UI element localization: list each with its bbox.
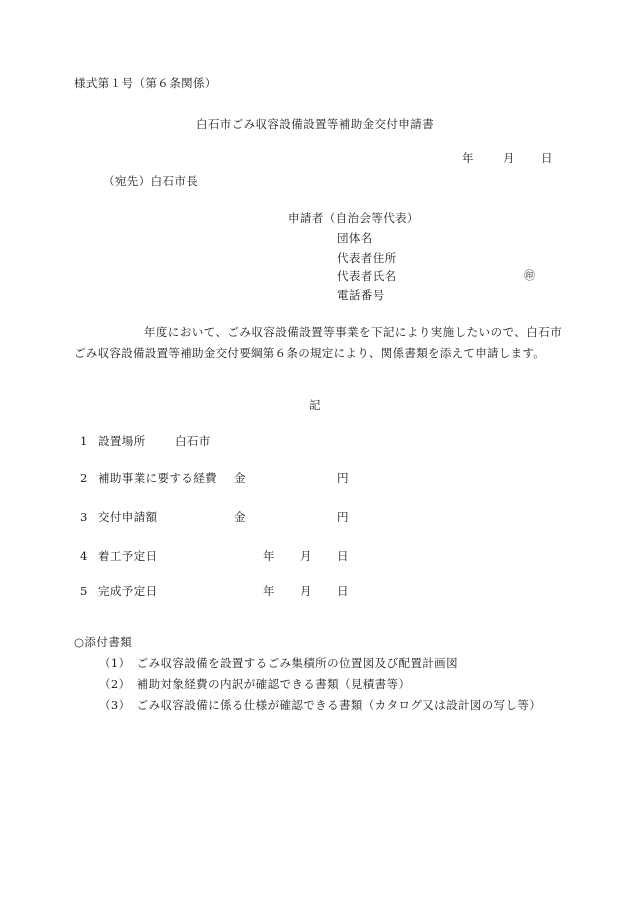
item-2-number: 2 — [80, 471, 88, 485]
seal-stamp-icon: ㊞ — [524, 269, 536, 282]
item-1-label: 設置場所 — [98, 434, 146, 448]
item-4-label: 着工予定日 — [98, 549, 158, 563]
document-title: 白石市ごみ収容設備設置等補助金交付申請書 — [196, 117, 434, 131]
item-4-year-label: 年 — [263, 549, 275, 563]
item-3-number: 3 — [80, 510, 88, 524]
item-3-amount-prefix: 金 — [234, 510, 246, 524]
item-5-day-label: 日 — [337, 584, 349, 598]
attachment-item-2: （2） 補助対象経費の内訳が確認できる書類（見積書等） — [99, 677, 411, 691]
item-4-number: 4 — [80, 549, 88, 563]
header-date-month-label: 月 — [503, 151, 515, 165]
item-1-value: 白石市 — [175, 434, 211, 448]
item-5-number: 5 — [80, 584, 88, 598]
header-date-day-label: 日 — [541, 151, 553, 165]
applicant-heading: 申請者（自治会等代表） — [288, 211, 419, 225]
applicant-field-representative-address: 代表者住所 — [337, 251, 397, 265]
item-3-amount-suffix: 円 — [337, 510, 349, 524]
addressee: （宛先）白石市長 — [103, 174, 199, 188]
attachment-item-1: （1） ごみ収容設備を設置するごみ集積所の位置図及び配置計画図 — [99, 656, 458, 670]
body-paragraph: 年度において、ごみ収容設備設置等事業を下記により実施したいので、白石市ごみ収容設備設置等補助金交付要綱第６条の規定により、関係書類を添えて申請します。 — [74, 325, 562, 360]
item-2-amount-prefix: 金 — [234, 471, 246, 485]
attachments-heading: ○添付書類 — [74, 635, 133, 649]
item-5-month-label: 月 — [300, 584, 312, 598]
applicant-field-representative-name: 代表者氏名 — [337, 269, 397, 283]
item-4-month-label: 月 — [300, 549, 312, 563]
item-4-day-label: 日 — [337, 549, 349, 563]
ki-marker: 記 — [309, 398, 321, 412]
applicant-field-phone-number: 電話番号 — [337, 288, 385, 302]
item-3-label: 交付申請額 — [98, 510, 158, 524]
applicant-field-organization-name: 団体名 — [337, 231, 373, 245]
item-2-label: 補助事業に要する経費 — [98, 471, 217, 485]
attachment-item-3: （3） ごみ収容設備に係る仕様が確認できる書類（カタログ又は設計図の写し等） — [99, 698, 542, 712]
item-5-label: 完成予定日 — [98, 584, 158, 598]
item-1-number: 1 — [80, 434, 88, 448]
form-number: 様式第１号（第６条関係） — [74, 76, 217, 90]
item-2-amount-suffix: 円 — [337, 471, 349, 485]
item-5-year-label: 年 — [263, 584, 275, 598]
header-date-year-label: 年 — [462, 151, 474, 165]
